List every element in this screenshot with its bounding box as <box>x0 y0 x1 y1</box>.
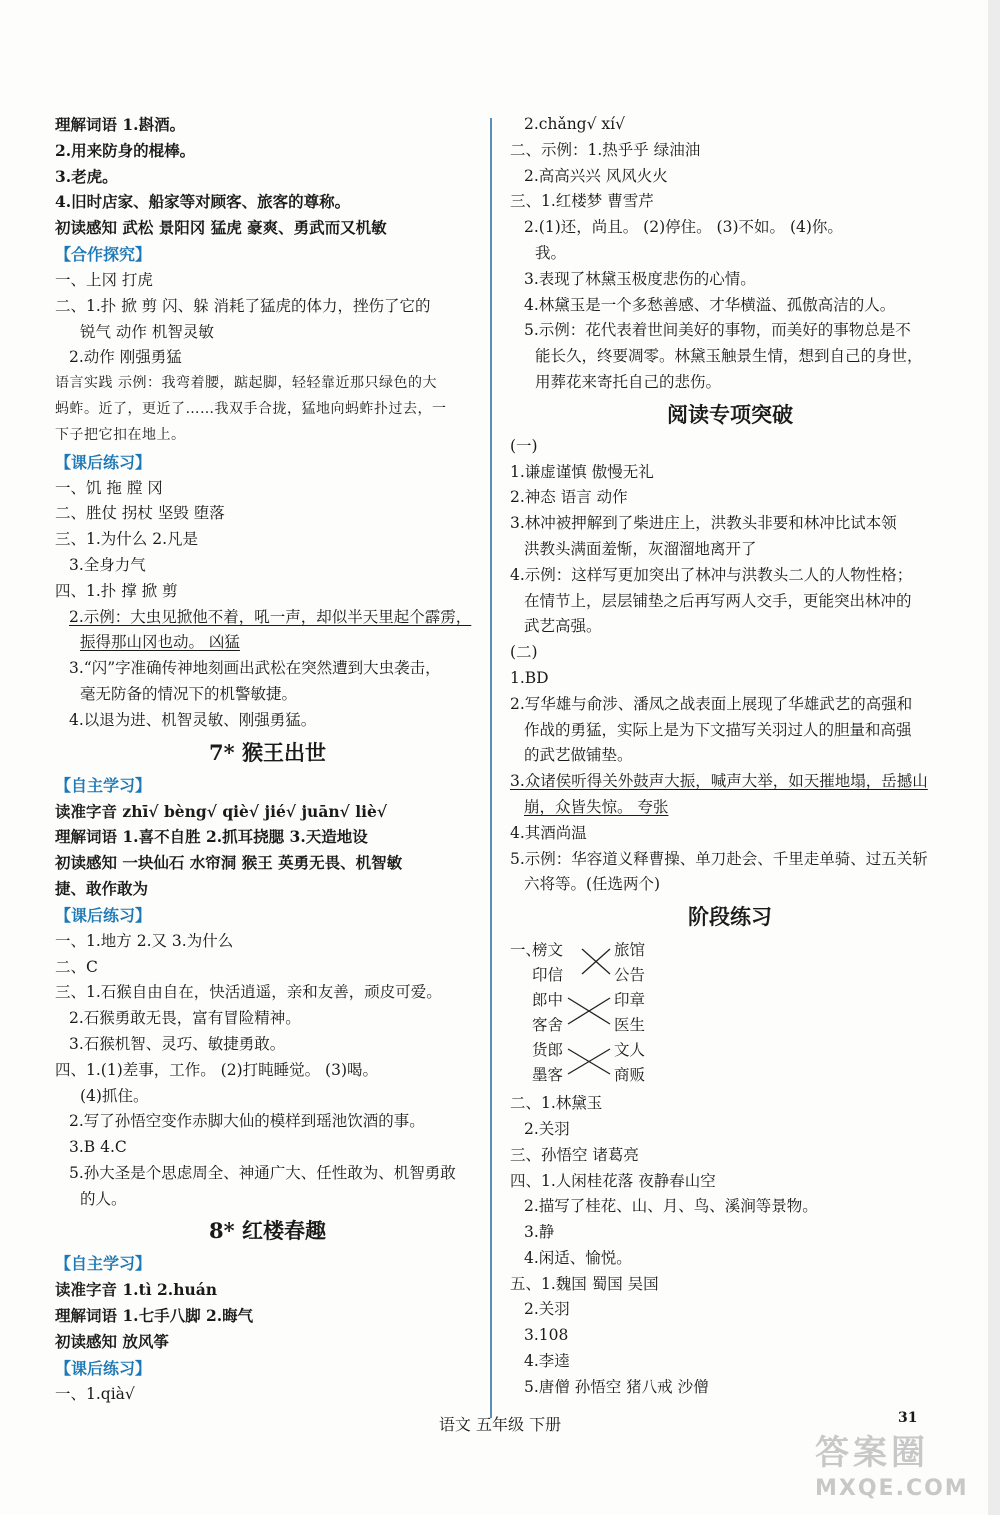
answer-line: 1.谦虚谨慎 傲慢无礼 <box>510 462 654 481</box>
answer-line: 崩，众皆失惊。 夸张 <box>524 797 669 816</box>
watermark <box>815 1425 969 1501</box>
match-right-term: 印章 <box>614 991 646 1010</box>
match-left-term: 墨客 <box>532 1066 564 1085</box>
answer-line: 一、上冈 打虎 <box>55 270 153 289</box>
answer-line: 3.石猴机智、灵巧、敏捷勇敢。 <box>69 1034 286 1053</box>
answer-line: 5.示例：华容道义释曹操、单刀赴会、千里走单骑、过五关斩 <box>510 849 928 868</box>
right-bottom-lines <box>510 1091 950 1401</box>
answer-line: 理解词语 1.喜不自胜 2.抓耳挠腮 3.天造地设 <box>55 827 368 847</box>
section-heading: 【课后练习】 <box>55 1358 152 1378</box>
answer-line: 我。 <box>535 243 567 262</box>
answer-line: 四、1.扑 撑 掀 剪 <box>55 581 178 600</box>
answer-line: 洪教头满面羞惭，灰溜溜地离开了 <box>524 539 757 558</box>
answer-line: 四、1.人闲桂花落 夜静春山空 <box>510 1171 716 1190</box>
lesson-title: 7* 猴王出世 <box>209 739 326 765</box>
answer-line: 毫无防备的情况下的机警敏捷。 <box>80 684 298 703</box>
column-divider <box>490 118 492 1418</box>
answer-line: 能长久，终要凋零。林黛玉触景生情，想到自己的身世， <box>535 347 923 366</box>
section-heading: 【自主学习】 <box>55 1254 152 1274</box>
right-column <box>510 112 950 1401</box>
answer-line: 六将等。(任选两个) <box>524 875 661 894</box>
answer-line: 五、1.魏国 蜀国 吴国 <box>510 1274 659 1293</box>
watermark-logo-text: 答案圈 <box>815 1433 929 1473</box>
left-column <box>55 112 480 1408</box>
answer-line: 用葬花来寄托自己的悲伤。 <box>535 372 722 391</box>
answer-line: 的武艺做铺垫。 <box>524 746 633 765</box>
answer-line: 2.示例：大虫见掀他不着，吼一声，却似半天里起个霹雳， <box>69 607 472 626</box>
answer-line: 蚂蚱。近了，更近了……我双手合拢，猛地向蚂蚱扑过去，一 <box>55 400 447 417</box>
section-heading: 【课后练习】 <box>55 452 152 472</box>
match-right-term: 医生 <box>614 1016 646 1035</box>
watermark-url: MXQE.COM <box>815 1476 969 1501</box>
answer-line: 5.示例：花代表着世间美好的事物，而美好的事物总是不 <box>524 321 911 340</box>
answer-line: 理解词语 1.七手八脚 2.晦气 <box>55 1306 254 1326</box>
answer-line: 2.描写了桂花、山、月、鸟、溪涧等景物。 <box>524 1197 818 1216</box>
answer-line: 三、孙悟空 诸葛亮 <box>510 1145 639 1164</box>
answer-line: 一、饥 拖 膛 冈 <box>55 478 163 497</box>
answer-line: 三、1.石猴自由自在，快活逍遥，亲和友善，顽皮可爱。 <box>55 983 442 1002</box>
answer-line: 2.关羽 <box>524 1300 570 1319</box>
answer-line: 2.石猴勇敢无畏，富有冒险精神。 <box>69 1009 301 1028</box>
answer-line: 理解词语 1.斟酒。 <box>55 115 186 134</box>
answer-line: 2.chǎng√ xí√ <box>524 115 625 133</box>
answer-line: 读准字音 zhī√ bèng√ qiè√ jié√ juān√ liè√ <box>55 801 388 821</box>
answer-line: 4.闲适、愉悦。 <box>524 1248 632 1267</box>
match-left-term: 货郎 <box>532 1041 564 1060</box>
answer-line: 4.示例：这样写更加突出了林冲与洪教头二人的人物性格； <box>510 565 913 584</box>
section-heading: 【课后练习】 <box>55 905 152 925</box>
answer-line: 一、1.qià√ <box>55 1384 135 1403</box>
answer-line: 作战的勇猛，实际上是为下文描写关羽过人的胆量和高强 <box>524 720 912 739</box>
page-number: 31 <box>898 1410 918 1426</box>
answer-line: (二) <box>510 643 538 662</box>
answer-line: 4.旧时店家、船家等对顾客、旅客的尊称。 <box>55 192 351 212</box>
answer-line: 2.用来防身的棍棒。 <box>55 140 196 160</box>
answer-line: 2.(1)还，尚且。 (2)停住。 (3)不如。 (4)你。 <box>524 218 843 237</box>
answer-line: 振得那山冈也动。 凶猛 <box>80 633 240 652</box>
match-left-term: 郎中 <box>532 991 564 1010</box>
lesson-title: 8* 红楼春趣 <box>209 1218 326 1244</box>
match-left-term: 榜文 <box>532 941 564 960</box>
answer-line: 2.神态 语言 动作 <box>510 488 628 507</box>
match-right-term: 商贩 <box>614 1066 646 1085</box>
answer-line: 下子把它扣在地上。 <box>55 426 186 443</box>
answer-line: 二、1.扑 掀 剪 闪、躲 消耗了猛虎的体力，挫伤了它的 <box>55 296 431 315</box>
answer-line: 3.老虎。 <box>55 166 118 186</box>
answer-line: 3.“闪”字准确传神地刻画出武松在突然遭到大虫袭击， <box>69 659 441 678</box>
answer-line: 三、1.为什么 2.凡是 <box>55 530 199 549</box>
answer-line: 3.众诸侯听得关外鼓声大振，喊声大举，如天摧地塌，岳撼山 <box>510 772 928 791</box>
answer-line: 初读感知 放风筝 <box>55 1332 169 1352</box>
match-right-term: 公告 <box>614 966 646 985</box>
right-top-lines <box>510 112 950 936</box>
answer-line: 3.全身力气 <box>69 555 146 574</box>
answer-line: 读准字音 1.tì 2.huán <box>55 1280 218 1300</box>
match-left-term: 印信 <box>532 966 564 985</box>
answer-line: 3.静 <box>524 1223 555 1242</box>
answer-line: 1.BD <box>510 668 549 687</box>
section-heading: 【自主学习】 <box>55 775 152 795</box>
answer-line: 2.高高兴兴 风风火火 <box>524 166 668 185</box>
answer-line: (4)抓住。 <box>80 1086 149 1105</box>
page-footer: 语文 五年级 下册 <box>438 1415 562 1434</box>
answer-line: 一、1.地方 2.又 3.为什么 <box>55 931 234 950</box>
scan-edge <box>988 0 1000 1515</box>
answer-line: 2.写华雄与俞涉、潘凤之战表面上展现了华雄武艺的高强和 <box>510 694 913 713</box>
answer-line: 初读感知 一块仙石 水帘洞 猴王 英勇无畏、机智敏 <box>55 853 403 873</box>
section-heading: 【合作探究】 <box>55 244 152 264</box>
answer-line: 锐气 动作 机智灵敏 <box>80 322 214 341</box>
answer-line: 5.唐僧 孙悟空 猪八戒 沙僧 <box>524 1377 709 1396</box>
answer-line: 4.以退为进、机智灵敏、刚强勇猛。 <box>69 710 317 729</box>
answer-line: 4.李逵 <box>524 1352 570 1371</box>
answer-line: 的人。 <box>80 1189 127 1208</box>
answer-line: 3.林冲被押解到了柴进庄上，洪教头非要和林冲比试本领 <box>510 514 897 533</box>
answer-line: 4.其酒尚温 <box>510 823 587 842</box>
lesson-title: 阅读专项突破 <box>667 401 793 427</box>
answer-line: 在情节上，层层铺垫之后再写两人交手，更能突出林冲的 <box>524 591 912 610</box>
answer-line: 5.孙大圣是个思虑周全、神通广大、任性敢为、机智勇敢 <box>69 1163 456 1182</box>
answer-line: 初读感知 武松 景阳冈 猛虎 豪爽、勇武而又机敏 <box>55 218 387 238</box>
answer-line: 二、C <box>55 957 98 976</box>
answer-line: 三、1.红楼梦 曹雪芹 <box>510 192 654 211</box>
answer-line: 捷、敢作敢为 <box>55 878 149 898</box>
match-right-term: 文人 <box>614 1041 646 1060</box>
answer-line: 2.动作 刚强勇猛 <box>69 348 182 367</box>
answer-line: 3.表现了林黛玉极度悲伤的心情。 <box>524 269 756 288</box>
answer-line: 3.B 4.C <box>69 1138 127 1157</box>
matching-exercise <box>510 936 950 1091</box>
answer-line: 武艺高强。 <box>524 617 602 636</box>
answer-line: 2.写了孙悟空变作赤脚大仙的模样到瑶池饮酒的事。 <box>69 1112 425 1131</box>
answer-line: 四、1.(1)差事，工作。 (2)打盹睡觉。 (3)喝。 <box>55 1060 379 1079</box>
match-left-term: 客舍 <box>532 1016 564 1035</box>
answer-line: 语言实践 示例：我弯着腰，踮起脚，轻轻靠近那只绿色的大 <box>55 375 437 392</box>
answer-line: 二、胜仗 拐杖 坚毁 堕落 <box>55 504 225 523</box>
answer-line: 2.关羽 <box>524 1119 570 1138</box>
lesson-title: 阶段练习 <box>688 904 772 930</box>
answer-line: 二、1.林黛玉 <box>510 1094 603 1113</box>
answer-line: 二、示例：1.热乎乎 绿油油 <box>510 140 701 159</box>
match-right-term: 旅馆 <box>614 941 646 960</box>
match-prefix: 一、 <box>510 941 542 960</box>
answer-line: 4.林黛玉是一个多愁善感、才华横溢、孤傲高洁的人。 <box>524 295 896 314</box>
answer-line: (一) <box>510 436 538 455</box>
answer-line: 3.108 <box>524 1326 569 1345</box>
